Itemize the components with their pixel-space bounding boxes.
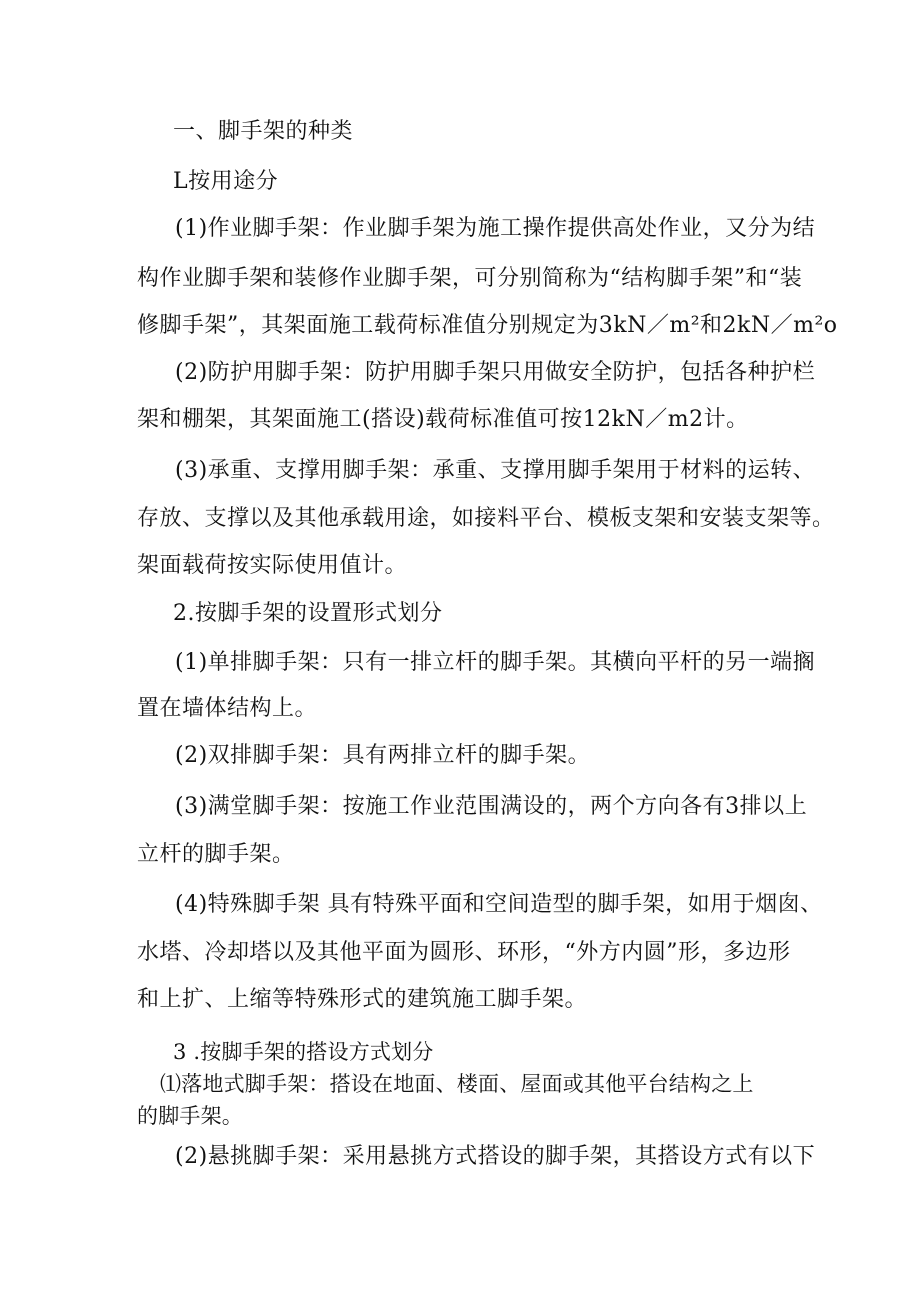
paragraph-line: 构作业脚手架和装修作业脚手架，可分别简称为“结构脚手架”和“装	[137, 266, 803, 291]
paragraph-line: 立杆的脚手架。	[137, 842, 295, 867]
paragraph-line: 的脚手架。	[137, 1104, 243, 1128]
paragraph-line: (2)防护用脚手架：防护用脚手架只用做安全防护，包括各种护栏	[175, 360, 816, 385]
paragraph-line: (1)单排脚手架：只有一排立杆的脚手架。其横向平杆的另一端搁	[175, 650, 816, 675]
paragraph-line: 架和棚架，其架面施工(搭设)载荷标准值可按12kN／m2计。	[137, 407, 749, 432]
subsection-heading: 3 .按脚手架的搭设方式划分	[173, 1040, 434, 1064]
paragraph-line: 置在墙体结构上。	[137, 696, 318, 721]
paragraph-line: (2)双排脚手架：具有两排立杆的脚手架。	[175, 743, 591, 768]
section-heading: 一、脚手架的种类	[173, 119, 354, 144]
subsection-heading: 2.按脚手架的设置形式划分	[173, 601, 443, 626]
paragraph-line: 和上扩、上缩等特殊形式的建筑施工脚手架。	[137, 987, 588, 1012]
paragraph-line: (3)承重、支撑用脚手架：承重、支撑用脚手架用于材料的运转、	[175, 458, 816, 483]
paragraph-line: (2)悬挑脚手架：采用悬挑方式搭设的脚手架，其搭设方式有以下	[175, 1144, 816, 1169]
paragraph-line: 架面载荷按实际使用值计。	[137, 553, 408, 578]
paragraph-line: (4)特殊脚手架 具有特殊平面和空间造型的脚手架，如用于烟囱、	[175, 892, 823, 917]
paragraph-line: 水塔、冷却塔以及其他平面为圆形、环形，“外方内圆”形，多边形	[137, 940, 791, 965]
subsection-heading: L按用途分	[173, 169, 279, 194]
paragraph-line: 存放、支撑以及其他承载用途，如接料平台、模板支架和安装支架等。	[137, 506, 835, 531]
paragraph-line: (1)作业脚手架：作业脚手架为施工操作提供高处作业，又分为结	[175, 216, 816, 241]
paragraph-line: (3)满堂脚手架：按施工作业范围满设的，两个方向各有3排以上	[175, 794, 808, 819]
paragraph-line: ⑴落地式脚手架：搭设在地面、楼面、屋面或其他平台结构之上	[160, 1072, 754, 1096]
paragraph-line: 修脚手架”，其架面施工载荷标准值分别规定为3kN／m²和2kN／m²o	[137, 313, 838, 338]
